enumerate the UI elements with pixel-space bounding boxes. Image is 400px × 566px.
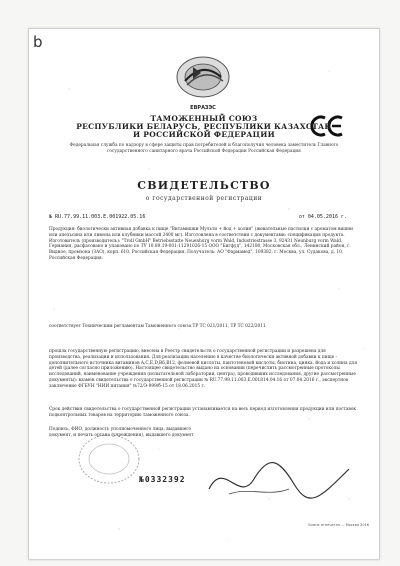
handwritten-signature-icon xyxy=(199,449,359,509)
product-description: Продукция: биологически активная добавка к пище "Витамишки Мульти + йод + холин" (жевательные пастилки с ароматом вишни или апельсина или лимона или клубники массой 2400 мг). Изготовлена в соответствии с документами: спецификация продукта. Изготовитель (производитель): "Troll GmbH" Betriebsstatte Neuenburg vorm Wald, Industriestrasse 3, 92431 Neunburg vorm Wald, Германия, расфасовано и упаковано по ТУ 10.89.19-001-11291026-15 ООО "Бигфуд", 142180, Московская обл., Ленинский район, г. Видное, промзона (ЗАО), корп. 610, Российская Федерация. Получатель: АО "Фармамед", 109382, г. Москва, ул. Судакова, д. 10, Российская Федерация. xyxy=(49,227,353,261)
print-footer: Бланк отпечатан ... Москва 2016 xyxy=(308,523,369,527)
certificate-page xyxy=(28,28,380,560)
header-countries: РЕСПУБЛИКИ БЕЛАРУСЬ, РЕСПУБЛИКИ КАЗАХСТАН xyxy=(76,122,332,131)
conformity-statement: соответствует Техническим регламентам Таможенного союза ТР ТС 021/2011, ТР ТС 022/2011 xyxy=(49,324,266,329)
official-stamp-icon xyxy=(69,429,149,489)
registration-number: № RU.77.99.11.003.Е.001922.05.16 xyxy=(49,214,146,220)
registration-date: от 04.05.2016 г. xyxy=(298,214,347,220)
handwritten-corner-mark: b xyxy=(33,33,43,51)
emblem-label: ЕВРАЗЭС xyxy=(190,105,216,111)
issuing-authority: Федеральная служба по надзору в сфере защиты прав потребителей и благополучия человека заместитель Главного государственного санитарного врача Российской Федерации Российская Федерация xyxy=(69,143,339,154)
eurasec-emblem-icon xyxy=(175,55,231,103)
validity-statement: Срок действия свидетельства о государственной регистрации устанавливается на весь период изготовления продукции или поставок подконтрольных товаров на территорию таможенного союза. xyxy=(49,407,357,418)
certificate-subtitle: о государственной регистрации xyxy=(145,195,263,202)
registration-line xyxy=(49,214,369,220)
certificate-title: СВИДЕТЕЛЬСТВО xyxy=(137,179,271,192)
header-federation: И РОССИЙСКОЙ ФЕДЕРАЦИИ xyxy=(133,130,275,139)
form-serial-number: №0332392 xyxy=(139,475,186,484)
header-customs-union: ТАМОЖЕННЫЙ СОЮЗ xyxy=(150,114,258,123)
signature-caption: Подпись, ФИО, должность уполномоченного лица, выдавшего документ, и печать органа (учреждения), выдавшего документ xyxy=(49,427,194,438)
registration-statement: прошла государственную регистрацию, внесена в Реестр свидетельств о государственной регистрации и разрешена для производства, реализации и использования. Для реализации населению в качестве биологически активной добавки к пище - дополнительного источника витаминов A,C,E,D,B6,B12, фолиевой кислоты, пантотеновой кислоты, биотина, цинка, йода и холина для детей (далее согласно приложению). Настоящее свидетельство выдано на основании (перечислить рассмотренные протоколы исследований, наименование учреждения (испытательной лаборатории, центра), проводивших исследования, другие рассмотренные документы): взамен свидетельства о государственной регистрации № RU.77.99.11.003.Е.001814.04.16 от 07.04.2016 г., экспертное заключение ФГБУН "НИИ питания" №72/Э-999/б-15 от 18.06.2015 г. xyxy=(49,349,358,389)
